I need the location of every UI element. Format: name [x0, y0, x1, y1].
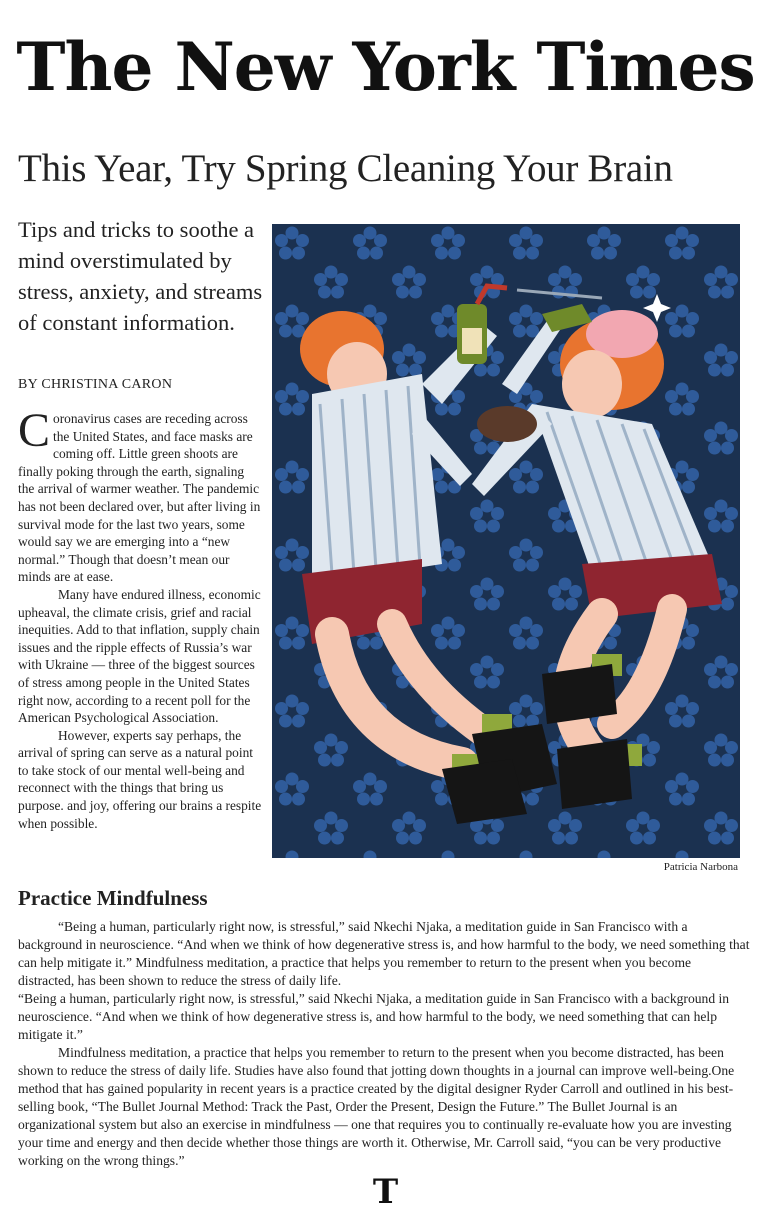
section-heading: Practice Mindfulness: [18, 886, 208, 910]
section-paragraph-1: “Being a human, particularly right now, is stressful,” said Nkechi Njaka, a meditation guide in San Francisco with a background in neuroscience. “And when we think of how degenerative stress is, and how harmful to the body, we need something that can help mitigate it.” Mindfulness meditation, a practice that helps you remember to return to the present when you become distracted, has been shown to reduce the stress of daily life.: [18, 919, 750, 988]
illustration-svg: [272, 224, 740, 858]
drop-cap: C: [18, 404, 51, 457]
nyt-t-logo-icon[interactable]: T: [372, 1172, 399, 1212]
intro-column: [18, 404, 262, 832]
intro-paragraph-2: Many have endured illness, economic upheaval, the climate crisis, grief and racial inequities. Add to that inflation, supply chain issues and the ripple effects of Russia’s war with Ukraine — three of the biggest sources of stress among people in the United States right now, according to a recent poll for the American Psychological Association.: [18, 586, 261, 726]
intro-paragraph-1: [18, 404, 262, 586]
article-byline: BY CHRISTINA CARON: [18, 377, 173, 392]
article-headline: This Year, Try Spring Cleaning Your Brain: [18, 147, 673, 190]
article-illustration: [272, 224, 740, 858]
intro-paragraph-1-text: oronavirus cases are receding across the United States, and face masks are coming off. Little green shoots are finally poking through the earth, signaling the arrival of warmer weather. The pandemic has not been declared over, but after living in survival mode for the last two years, some would say we are emerging into a “new normal.” Though that doesn’t mean our minds are at ease.: [18, 411, 261, 585]
section-paragraph-3: Mindfulness meditation, a practice that helps you remember to return to the present when you become distracted, has been shown to reduce the stress of daily life. Studies have also found that jotting down thoughts in a journal can improve well-being.One method that has gained popularity in recent years is a practice created by the digital designer Ryder Carroll and outlined in his best-selling book, “The Bullet Journal Method: Track the Past, Order the Present, Design the Future.” The Bullet Journal is an organizational system but also an exercise in mindfulness — one that requires you to continually re-evaluate how you are investing your time and energy and then decide whether those things are worth it. Otherwise, Mr. Carroll said, “you can be very productive working on the wrong things.”: [18, 1045, 735, 1168]
image-credit: Patricia Narbona: [663, 861, 738, 873]
masthead-logo[interactable]: The New York Times: [16, 28, 755, 106]
intro-paragraph-3: However, experts say perhaps, the arrival of spring can serve as a natural point to take stock of our mental well-being and reconnect with the things that bring us purpose. and joy, offering our brains a respite when possible.: [18, 727, 262, 831]
article-dek: Tips and tricks to soothe a mind overstimulated by stress, anxiety, and streams of constant information.: [18, 217, 263, 335]
section-body: [18, 918, 750, 1170]
section-paragraph-2: “Being a human, particularly right now, is stressful,” said Nkechi Njaka, a meditation guide in San Francisco with a background in neuroscience. “And when we think of how degenerative stress is, and how harmful to the body, we need something that can help mitigate it.”: [18, 991, 730, 1042]
